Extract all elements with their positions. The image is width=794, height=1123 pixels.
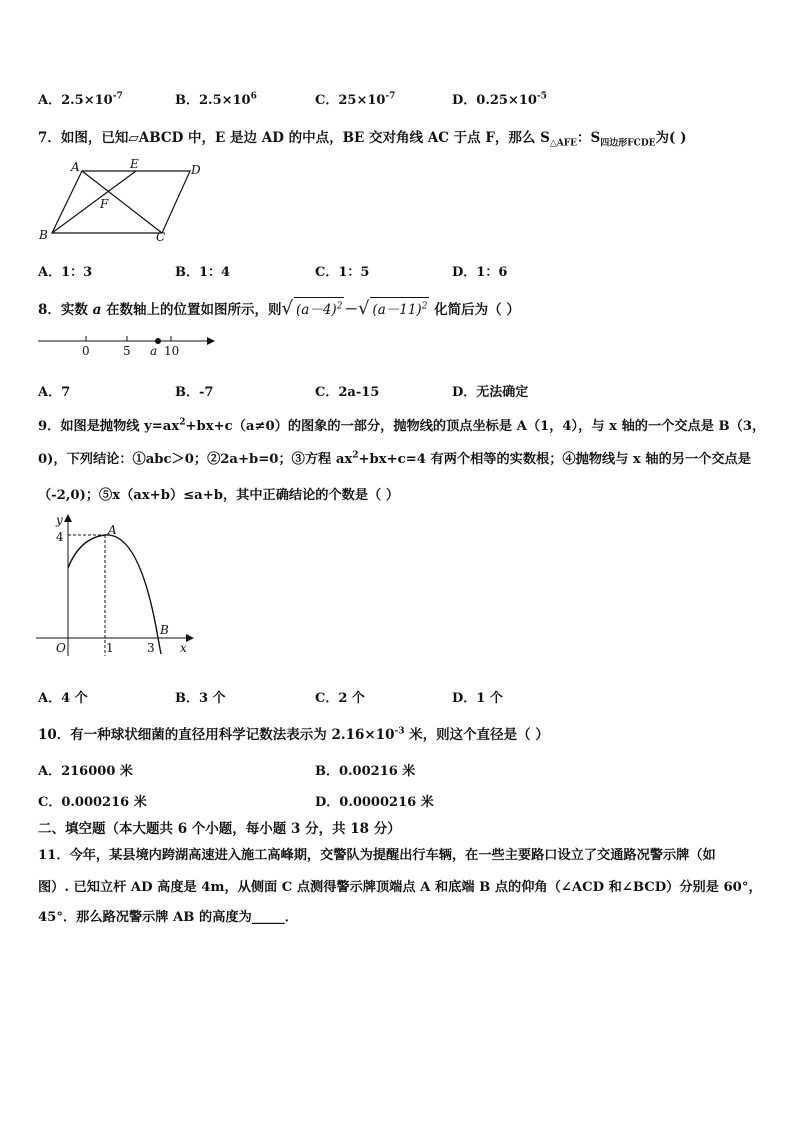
label-b: B: [39, 228, 48, 242]
q8-option-b: B．-7: [175, 385, 214, 400]
label-a: A: [71, 160, 80, 174]
x-axis-arrow-icon: [186, 634, 194, 642]
q7-option-d: D．1：6: [452, 265, 508, 280]
q6-option-c: C．$25\times 10^{-7}$: [315, 91, 396, 108]
q8-number-line: [34, 330, 224, 358]
q7-stem: 7．如图，已知▱ABCD 中，E 是边 AD 的中点，BE 交对角线 AC 于点 F，那么 $S_{\triangle AFE}$：$S_{四边形FCDE}$为( ): [38, 130, 687, 149]
q7-option-c: C．1：5: [315, 265, 370, 280]
tick-10: 10: [164, 344, 180, 358]
q7-option-a: A．1：3: [38, 265, 93, 280]
q8-option-d: D．无法确定: [452, 385, 529, 400]
q11-line-3: 45°．那么路况警示牌 AB 的高度为_____．: [38, 910, 298, 925]
label-d: D: [191, 163, 201, 177]
label-e: E: [130, 157, 139, 171]
q10-option-d: D．0.0000216 米: [315, 795, 434, 810]
q9-option-a: A．4 个: [38, 691, 88, 706]
q8-option-c: C．2a-15: [315, 385, 380, 400]
label-origin: O: [56, 641, 66, 655]
arrow-right-icon: [207, 337, 215, 345]
q9-option-c: C．2 个: [315, 691, 365, 706]
y-axis-arrow-icon: [64, 514, 72, 522]
sqrt-icon: √: [281, 298, 294, 319]
q9-line-1: 9．如图是抛物线 $y=ax^2+bx+c(a\ne 0)$的图象的一部分，抛物线的顶点坐标是 A（1，4），与 x 轴的一个交点是 B（3，: [38, 417, 766, 434]
label-f: F: [100, 197, 109, 211]
label-4: 4: [56, 530, 64, 544]
q9-line-2: 0)，下列结论：①abc＞0；②2a+b=0；③方程 $ax^2+bx+c=4$ 有两个相等的实数根；④抛物线与 x 轴的另一个交点是: [38, 450, 751, 467]
label-y: y: [56, 513, 63, 527]
q7-option-b: B．1：4: [175, 265, 231, 280]
q10-option-b: B．0.00216 米: [315, 764, 416, 779]
parabola-curve: [68, 535, 161, 654]
sqrt-expr-1: $(a-4)^2$: [294, 297, 344, 318]
q8-stem: 8．实数 a 在数轴上的位置如图所示，则√ $(a-4)^2$ －√ $(a-11)^2$ 化简后为（ ）: [38, 298, 520, 319]
tick-0: 0: [82, 344, 90, 358]
sqrt-icon: √: [357, 298, 370, 319]
label-1: 1: [106, 641, 114, 655]
q7-parallelogram-figure: [30, 155, 210, 245]
label-x: x: [180, 641, 187, 655]
q11-line-2: 图）. 已知立杆 AD 高度是 4m，从侧面 C 点测得警示牌顶端点 A 和底端 B 点的仰角（∠ACD 和∠BCD）分别是 60°，: [38, 880, 762, 895]
q10-option-a: A．216000 米: [38, 764, 133, 779]
q6-option-d: D．$0.25\times 10^{-5}$: [452, 91, 547, 108]
parallelogram-abcd: [52, 171, 190, 233]
q11-line-1: 11．今年，某县境内跨湖高速进入施工高峰期，交警队为提醒出行车辆，在一些主要路口设立了交通路况警示牌（如: [38, 848, 716, 863]
q9-option-b: B．3 个: [175, 691, 226, 706]
label-point-b: B: [160, 623, 169, 637]
label-vertex-a: A: [108, 523, 117, 537]
q9-option-d: D．1 个: [452, 691, 503, 706]
q6-option-b: B．$2.5\times 10^6$: [175, 91, 257, 108]
q9-parabola-graph: [30, 508, 200, 660]
q10-option-c: C．0.000216 米: [38, 795, 147, 810]
q9-line-3: （-2,0)；⑤x（ax+b）≤a+b，其中正确结论的个数是（ ）: [38, 488, 400, 503]
sqrt-expr-2: $(a-11)^2$: [370, 297, 429, 318]
label-3: 3: [147, 641, 155, 655]
tick-5: 5: [123, 344, 131, 358]
tick-a: a: [150, 344, 158, 358]
section-heading-fill-blank: 二、填空题（本大题共 6 个小题，每小题 3 分，共 18 分）: [38, 821, 401, 837]
q8-option-a: A．7: [38, 385, 71, 400]
q10-stem: 10．有一种球状细菌的直径用科学记数法表示为 $2.16\times 10^{-3}$ 米，则这个直径是（ ）: [38, 726, 549, 743]
label-c: C: [156, 230, 166, 244]
q6-option-a: A．$2.5\times 10^{-7}$: [38, 91, 123, 108]
